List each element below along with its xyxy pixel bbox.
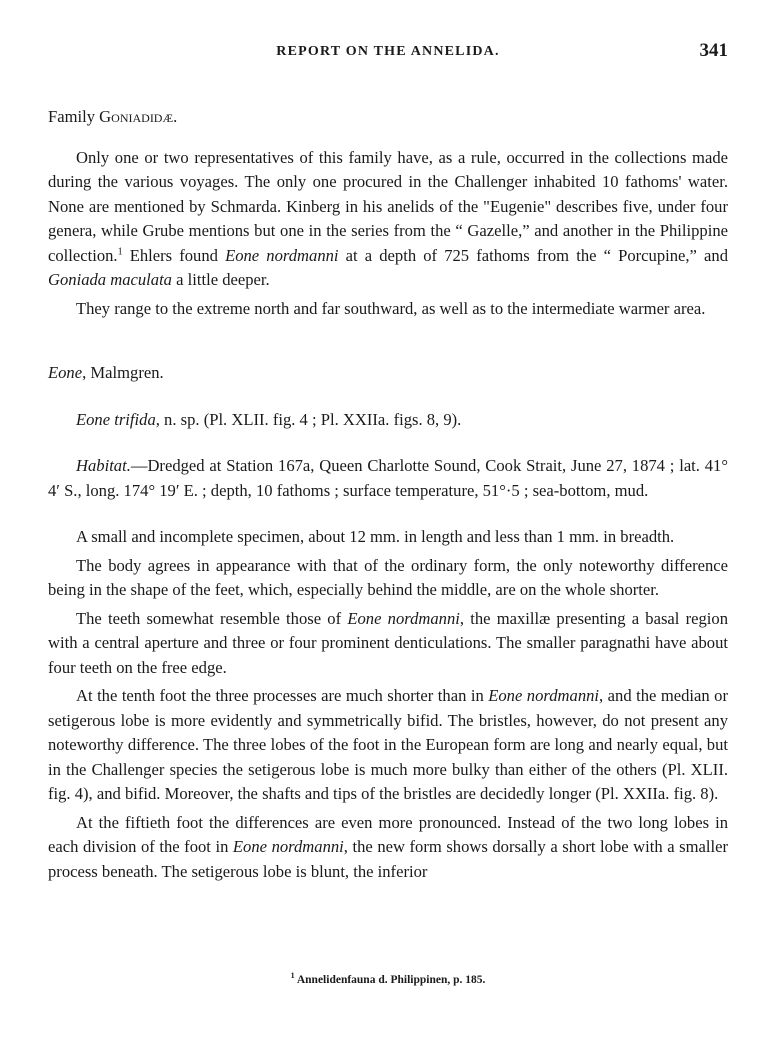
- text-run: At the fiftieth foot the differences are even more pronounced. Instead of the two long lobes in each division of the foot in: [48, 812, 728, 856]
- footnote-ref: 1: [117, 245, 123, 257]
- text-run: At the tenth foot the three processes are much shorter than in: [76, 686, 489, 705]
- species-ref: Eone nordmanni: [232, 837, 344, 856]
- running-title: REPORT ON THE ANNELIDA.: [276, 44, 500, 59]
- habitat-paragraph: [48, 454, 728, 503]
- text-run: , the maxillæ presenting a basal region with a central aperture and three or four prominent denticulations. The smaller paragnathi have about four teeth on the free edge.: [48, 608, 728, 677]
- body-paragraph-3: [48, 607, 728, 681]
- species-name: Eone trifida: [76, 409, 156, 429]
- text-run: at a depth of 725 fathoms from the “ Porcupine,” and: [338, 245, 728, 265]
- running-head: [48, 40, 728, 64]
- species-plates: , n. sp. (Pl. XLII. fig. 4 ; Pl. XXIIa. figs. 8, 9).: [155, 409, 462, 429]
- genus-name: Eone: [48, 363, 83, 382]
- footnote: [48, 971, 728, 986]
- species-heading: [48, 408, 728, 433]
- text-run: The teeth somewhat resemble those of: [76, 608, 348, 628]
- species-ref: Goniada maculata: [48, 270, 172, 289]
- main-text: [48, 105, 728, 884]
- family-name: Goniadidæ.: [99, 107, 178, 126]
- body-paragraph-1: A small and incomplete specimen, about 12 mm. in length and less than 1 mm. in breadth.: [76, 527, 675, 546]
- genus-heading: [48, 361, 728, 386]
- text-run: , the new form shows dorsally a short lobe with a smaller process beneath. The setigerous lobe is blunt, the inferior: [48, 837, 728, 881]
- intro-paragraph-1: [48, 146, 728, 293]
- intro-paragraph-2: They range to the extreme north and far southward, as well as to the intermediate warmer area.: [76, 298, 706, 318]
- footnote-mark: 1: [290, 971, 295, 981]
- body-paragraph-5: [48, 811, 728, 885]
- habitat-label: Habitat.: [76, 456, 131, 475]
- habitat-text: —Dredged at Station 167a, Queen Charlotte Sound, Cook Strait, June 27, 1874 ; lat. 41° 4′ S., long. 174° 19′ E. ; depth, 10 fathoms ; surface temperature, 51°·5 ; sea-bottom, mud.: [48, 456, 728, 500]
- text-run: , and the median or setigerous lobe is more evidently and symmetrically bifid. The bristles, however, do not present any noteworthy difference. The three lobes of the foot in the European form are long and nearly equal, but in the Challenger species the setigerous lobe is much more bulky than either of the others (Pl. XLII. fig. 4), and bifid. Moreover, the shafts and tips of the bristles are decidedly longer (Pl. XXIIa. fig. 8).: [48, 686, 728, 803]
- text-run: Only one or two representatives of this family have, as a rule, occurred in the collections made during the various voyages. The only one procured in the Challenger inhabited 10 fathoms' water. None are mentioned by Schmarda. Kinberg in his anelids of the "Eugenie" describes five, under four genera, while Grube mentions but one in the series from the “ Gazelle,” and another in the Philippine collection.: [48, 147, 728, 265]
- body-paragraph-4: [48, 684, 728, 807]
- species-ref: Eone nordmanni: [225, 245, 339, 265]
- species-ref: Eone nordmanni: [488, 686, 600, 705]
- body-paragraph-2: The body agrees in appearance with that of the ordinary form, the only noteworthy difference being in the shape of the feet, which, especially behind the middle, are on the whole shorter.: [48, 555, 728, 599]
- text-run: Ehlers found: [122, 245, 226, 265]
- footnote-text: Annelidenfauna d. Philippinen, p. 185.: [294, 974, 486, 986]
- genus-authority: , Malmgren.: [82, 363, 164, 382]
- page-number: 341: [699, 40, 728, 61]
- family-prefix: Family: [48, 107, 100, 126]
- family-heading: [48, 105, 728, 130]
- text-run: a little deeper.: [171, 270, 270, 289]
- species-ref: Eone nordmanni: [347, 608, 460, 628]
